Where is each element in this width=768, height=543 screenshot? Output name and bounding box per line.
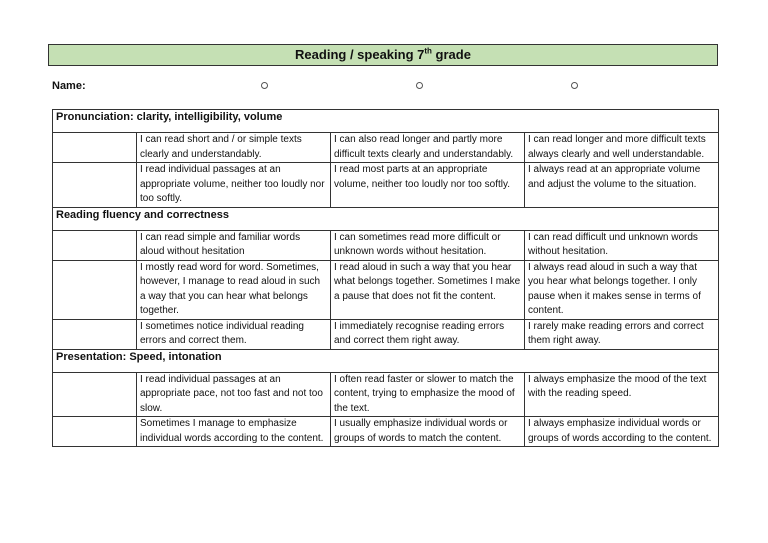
level-1-cell: I sometimes notice individual reading errors and correct them. [137, 319, 331, 349]
table-row [53, 372, 719, 417]
radio-level-1[interactable] [261, 82, 268, 89]
level-1-cell: I read individual passages at an appropriate volume, neither too loudly nor too softly. [137, 163, 331, 208]
blank-cell [53, 163, 137, 208]
radio-level-3[interactable] [571, 82, 578, 89]
level-3-cell: I always read aloud in such a way that you hear what belongs together. I only pause when it makes sense in terms of content. [525, 260, 719, 319]
level-3-cell: I can read difficult und unknown words without hesitation. [525, 230, 719, 260]
level-1-cell: Sometimes I manage to emphasize individual words according to the content. [137, 417, 331, 447]
level-3-cell: I always emphasize the mood of the text with the reading speed. [525, 372, 719, 417]
level-2-cell: I read most parts at an appropriate volume, neither too loudly nor too softly. [331, 163, 525, 208]
title-main: Reading / speaking 7 [295, 47, 425, 62]
blank-cell [53, 319, 137, 349]
table-row [53, 417, 719, 447]
level-2-cell: I read aloud in such a way that you hear what belongs together. Sometimes I make a pause that does not fit the content. [331, 260, 525, 319]
title-superscript: th [424, 46, 432, 56]
level-1-cell: I can read short and / or simple texts clearly and understandably. [137, 133, 331, 163]
table-row [53, 133, 719, 163]
table-row [53, 163, 719, 208]
table-row [53, 230, 719, 260]
blank-cell [53, 133, 137, 163]
title-tail: grade [431, 47, 471, 62]
section-heading: Presentation: Speed, intonation [53, 349, 719, 372]
blank-cell [53, 230, 137, 260]
name-label: Name: [52, 80, 86, 92]
level-1-cell: I can read simple and familiar words aloud without hesitation [137, 230, 331, 260]
level-2-cell: I often read faster or slower to match the content, trying to emphasize the mood of the text. [331, 372, 525, 417]
level-3-cell: I rarely make reading errors and correct them right away. [525, 319, 719, 349]
rubric-table [52, 109, 719, 447]
blank-cell [53, 372, 137, 417]
level-3-cell: I always emphasize individual words or groups of words according to the content. [525, 417, 719, 447]
blank-cell [53, 260, 137, 319]
table-row [53, 319, 719, 349]
level-2-cell: I can also read longer and partly more difficult texts clearly and understandably. [331, 133, 525, 163]
section-heading-row [53, 349, 719, 372]
name-row [52, 80, 718, 96]
level-2-cell: I usually emphasize individual words or groups of words to match the content. [331, 417, 525, 447]
section-heading-row [53, 110, 719, 133]
section-heading: Pronunciation: clarity, intelligibility, volume [53, 110, 719, 133]
section-heading: Reading fluency and correctness [53, 207, 719, 230]
table-row [53, 260, 719, 319]
radio-level-2[interactable] [416, 82, 423, 89]
page-title [48, 44, 718, 66]
level-1-cell: I mostly read word for word. Sometimes, however, I manage to read aloud in such a way that you can hear what belongs together. [137, 260, 331, 319]
level-1-cell: I read individual passages at an appropriate pace, not too fast and not too slow. [137, 372, 331, 417]
level-3-cell: I can read longer and more difficult texts always clearly and well understandable. [525, 133, 719, 163]
level-2-cell: I can sometimes read more difficult or unknown words without hesitation. [331, 230, 525, 260]
section-heading-row [53, 207, 719, 230]
level-3-cell: I always read at an appropriate volume and adjust the volume to the situation. [525, 163, 719, 208]
level-2-cell: I immediately recognise reading errors and correct them right away. [331, 319, 525, 349]
blank-cell [53, 417, 137, 447]
